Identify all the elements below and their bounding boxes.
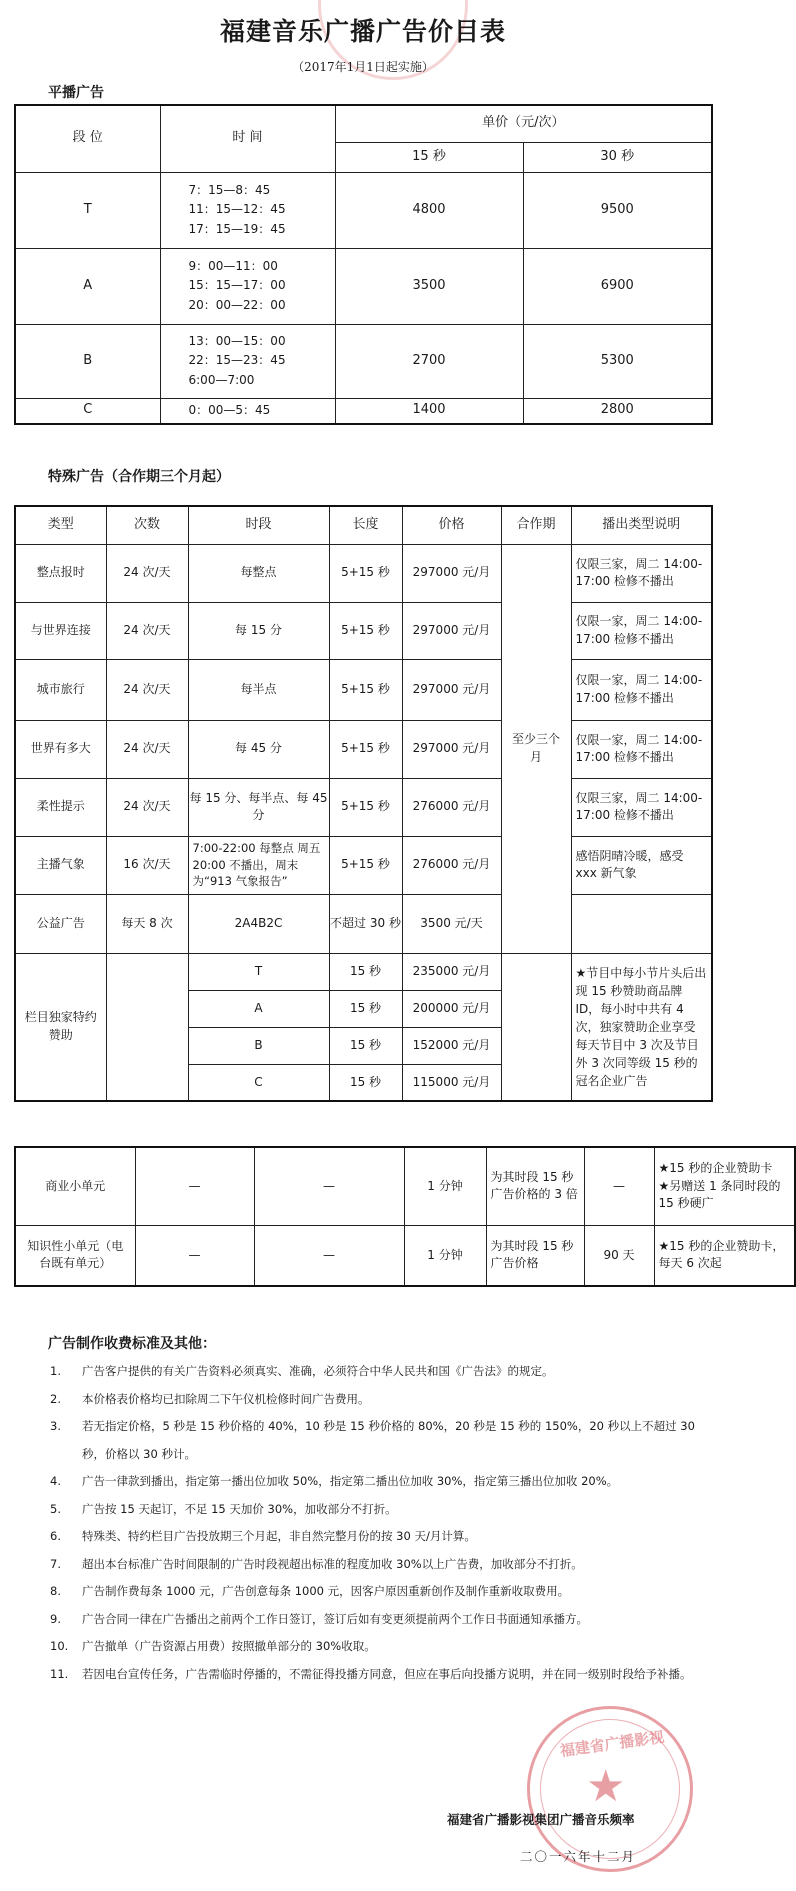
desc-cell: 仅限一家，周二 14:00-17:00 检修不播出 xyxy=(571,602,712,659)
price-30-cell: 2800 xyxy=(523,398,712,424)
list-item: 11. 若因电台宣传任务，广告需临时停播的，不需征得投播方同意，但应在事后向投播方说明，并在同一级别时段给予补播。 xyxy=(50,1666,692,1681)
length-cell: 5+15 秒 xyxy=(329,720,402,778)
price-15-cell: 4800 xyxy=(335,172,523,248)
slot-cell: 每 45 分 xyxy=(188,720,329,778)
header-period: 合作期 xyxy=(501,506,571,544)
list-item: 2. 本价格表价格均已扣除周二下午仪机检修时间广告费用。 xyxy=(50,1391,370,1406)
table-row xyxy=(15,778,712,836)
table-row xyxy=(15,894,712,953)
desc-cell: 仅限一家，周二 14:00-17:00 检修不播出 xyxy=(571,659,712,720)
sponsor-period-cell xyxy=(501,953,571,1101)
time-cell: 7：15—8：45 11：15—12：45 17：15—19：45 xyxy=(160,172,335,248)
slot-cell: C xyxy=(188,1064,329,1101)
slot-cell: 7:00-22:00 每整点 周五 20:00 不播出，周末为“913 气象报告” xyxy=(188,836,329,894)
desc-cell: ★15 秒的企业赞助卡 ★另赠送 1 条同时段的 15 秒硬广 xyxy=(654,1147,795,1225)
notes-list xyxy=(50,1358,700,1688)
time-cell: 0：00—5：45 xyxy=(160,398,335,424)
type-cell: 城市旅行 xyxy=(15,659,106,720)
list-item: 8. 广告制作费每条 1000 元，广告创意每条 1000 元，因客户原因重新创作及制作重新收取费用。 xyxy=(50,1584,570,1598)
count-cell: 24 次/天 xyxy=(106,602,188,659)
list-item: 9. 广告合同一律在广告播出之前两个工作日签订，签订后如有变更须提前两个工作日书面通知承播方。 xyxy=(50,1611,588,1626)
price-cell: 297000 元/月 xyxy=(402,659,501,720)
page-subtitle: （2017年1月1日起实施） xyxy=(292,60,434,74)
slot-cell: 每 15 分、每半点、每 45 分 xyxy=(188,778,329,836)
slot-cell: T xyxy=(188,953,329,990)
length-cell: 15 秒 xyxy=(329,990,402,1027)
special-price-table xyxy=(14,505,713,1102)
list-item: 10. 广告撤单（广告资源占用费）按照撤单部分的 30%收取。 xyxy=(50,1639,376,1653)
header-segment: 段 位 xyxy=(15,105,160,172)
header-30s: 30 秒 xyxy=(523,142,712,172)
length-cell: 5+15 秒 xyxy=(329,602,402,659)
length-cell: 1 分钟 xyxy=(404,1147,486,1225)
price-cell: 为其时段 15 秒广告价格 xyxy=(486,1225,584,1286)
regular-price-table xyxy=(14,104,713,425)
slot-cell: B xyxy=(188,1027,329,1064)
price-cell: 276000 元/月 xyxy=(402,778,501,836)
time-cell: 9：00—11：00 15：15—17：00 20：00—22：00 xyxy=(160,248,335,324)
sponsor-desc-cell: ★节目中每小节片头后出现 15 秒赞助商品牌 ID，每小时中共有 4 次，独家赞助企业享受每天节目中 3 次及节目外 3 次同等级 15 秒的冠名企业广告 xyxy=(571,953,712,1101)
price-cell: 235000 元/月 xyxy=(402,953,501,990)
price-cell: 为其时段 15 秒广告价格的 3 倍 xyxy=(486,1147,584,1225)
star-icon: ★ xyxy=(586,1761,626,1812)
price-30-cell: 9500 xyxy=(523,172,712,248)
type-cell: 商业小单元 xyxy=(15,1147,135,1225)
header-time: 时 间 xyxy=(160,105,335,172)
slot-cell: A xyxy=(188,990,329,1027)
special-section-label: 特殊广告（合作期三个月起） xyxy=(48,469,230,485)
count-cell: — xyxy=(135,1147,254,1225)
sponsor-count-cell xyxy=(106,953,188,1101)
period-cell: 至少三个月 xyxy=(501,544,571,953)
count-cell: — xyxy=(135,1225,254,1286)
length-cell: 1 分钟 xyxy=(404,1225,486,1286)
header-price: 价格 xyxy=(402,506,501,544)
header-count: 次数 xyxy=(106,506,188,544)
time-cell: 13：00—15：00 22：15—23：45 6:00—7:00 xyxy=(160,324,335,398)
count-cell: 16 次/天 xyxy=(106,836,188,894)
length-cell: 15 秒 xyxy=(329,953,402,990)
header-slot: 时段 xyxy=(188,506,329,544)
price-15-cell: 2700 xyxy=(335,324,523,398)
count-cell: 24 次/天 xyxy=(106,720,188,778)
footer-date: 二〇一六年十二月 xyxy=(520,1849,637,1864)
length-cell: 5+15 秒 xyxy=(329,778,402,836)
slot-cell: — xyxy=(254,1147,404,1225)
length-cell: 5+15 秒 xyxy=(329,836,402,894)
price-cell: 152000 元/月 xyxy=(402,1027,501,1064)
small-unit-table xyxy=(14,1146,796,1287)
table-row xyxy=(15,602,712,659)
list-item: 3. 若无指定价格，5 秒是 15 秒价格的 40%，10 秒是 15 秒价格的 80%，20 秒是 15 秒的 150%，20 秒以上不超过 30 秒，价格以 30 秒计。 xyxy=(50,1419,695,1461)
header-15s: 15 秒 xyxy=(335,142,523,172)
header-length: 长度 xyxy=(329,506,402,544)
notes-title: 广告制作收费标准及其他： xyxy=(48,1336,216,1352)
period-cell: — xyxy=(584,1147,654,1225)
price-cell: 297000 元/月 xyxy=(402,602,501,659)
price-cell: 200000 元/月 xyxy=(402,990,501,1027)
table-row xyxy=(15,398,712,424)
count-cell: 每天 8 次 xyxy=(106,894,188,953)
slot-cell: 2A4B2C xyxy=(188,894,329,953)
header-unit-price: 单价（元/次） xyxy=(335,105,712,142)
list-item: 6. 特殊类、特约栏目广告投放期三个月起，非自然完整月份的按 30 天/月计算。 xyxy=(50,1529,476,1543)
length-cell: 15 秒 xyxy=(329,1064,402,1101)
count-cell: 24 次/天 xyxy=(106,544,188,602)
table-row xyxy=(15,1147,795,1225)
seal-text: 福建省广播影视 xyxy=(558,1727,666,1761)
count-cell: 24 次/天 xyxy=(106,778,188,836)
slot-cell: — xyxy=(254,1225,404,1286)
length-cell: 不超过 30 秒 xyxy=(329,894,402,953)
type-cell: 整点报时 xyxy=(15,544,106,602)
length-cell: 5+15 秒 xyxy=(329,659,402,720)
count-cell: 24 次/天 xyxy=(106,659,188,720)
price-cell: 3500 元/天 xyxy=(402,894,501,953)
header-desc: 播出类型说明 xyxy=(571,506,712,544)
desc-cell: ★15 秒的企业赞助卡，每天 6 次起 xyxy=(654,1225,795,1286)
list-item: 4. 广告一律款到播出，指定第一播出位加收 50%，指定第二播出位加收 30%，指定第三播出位加收 20%。 xyxy=(50,1474,619,1488)
type-cell: 与世界连接 xyxy=(15,602,106,659)
list-item: 7. 超出本台标准广告时间限制的广告时段视超出标准的程度加收 30%以上广告费，加收部分不打折。 xyxy=(50,1556,583,1571)
period-cell: 90 天 xyxy=(584,1225,654,1286)
footer-organization: 福建省广播影视集团广播音乐频率 xyxy=(447,1812,635,1827)
table-row xyxy=(15,953,712,990)
table-row xyxy=(15,172,712,248)
price-cell: 115000 元/月 xyxy=(402,1064,501,1101)
price-15-cell: 1400 xyxy=(335,398,523,424)
segment-cell: A xyxy=(15,248,160,324)
slot-cell: 每整点 xyxy=(188,544,329,602)
price-cell: 276000 元/月 xyxy=(402,836,501,894)
table-row xyxy=(15,248,712,324)
desc-cell: 仅限一家，周二 14:00-17:00 检修不播出 xyxy=(571,720,712,778)
desc-cell xyxy=(571,894,712,953)
slot-cell: 每半点 xyxy=(188,659,329,720)
list-item: 1. 广告客户提供的有关广告资料必须真实、准确，必须符合中华人民共和国《广告法》的规定。 xyxy=(50,1364,554,1378)
type-cell: 柔性提示 xyxy=(15,778,106,836)
price-30-cell: 5300 xyxy=(523,324,712,398)
price-30-cell: 6900 xyxy=(523,248,712,324)
table-row xyxy=(15,544,712,602)
sponsor-type-cell: 栏目独家特约赞助 xyxy=(15,953,106,1101)
segment-cell: B xyxy=(15,324,160,398)
table-row xyxy=(15,324,712,398)
regular-section-label: 平播广告 xyxy=(48,85,104,101)
page-title: 福建音乐广播广告价目表 xyxy=(219,17,506,46)
price-cell: 297000 元/月 xyxy=(402,544,501,602)
table-row xyxy=(15,720,712,778)
list-item: 5. 广告按 15 天起订，不足 15 天加价 30%，加收部分不打折。 xyxy=(50,1501,397,1516)
segment-cell: T xyxy=(15,172,160,248)
type-cell: 知识性小单元（电台既有单元） xyxy=(15,1225,135,1286)
header-type: 类型 xyxy=(15,506,106,544)
price-cell: 297000 元/月 xyxy=(402,720,501,778)
price-15-cell: 3500 xyxy=(335,248,523,324)
desc-cell: 仅限三家，周二 14:00-17:00 检修不播出 xyxy=(571,544,712,602)
desc-cell: 感悟阴晴冷暖，感受 xxx 新气象 xyxy=(571,836,712,894)
length-cell: 5+15 秒 xyxy=(329,544,402,602)
type-cell: 公益广告 xyxy=(15,894,106,953)
desc-cell: 仅限三家，周二 14:00-17:00 检修不播出 xyxy=(571,778,712,836)
table-row xyxy=(15,659,712,720)
table-row xyxy=(15,836,712,894)
segment-cell: C xyxy=(15,398,160,424)
slot-cell: 每 15 分 xyxy=(188,602,329,659)
type-cell: 世界有多大 xyxy=(15,720,106,778)
type-cell: 主播气象 xyxy=(15,836,106,894)
length-cell: 15 秒 xyxy=(329,1027,402,1064)
table-row xyxy=(15,1225,795,1286)
